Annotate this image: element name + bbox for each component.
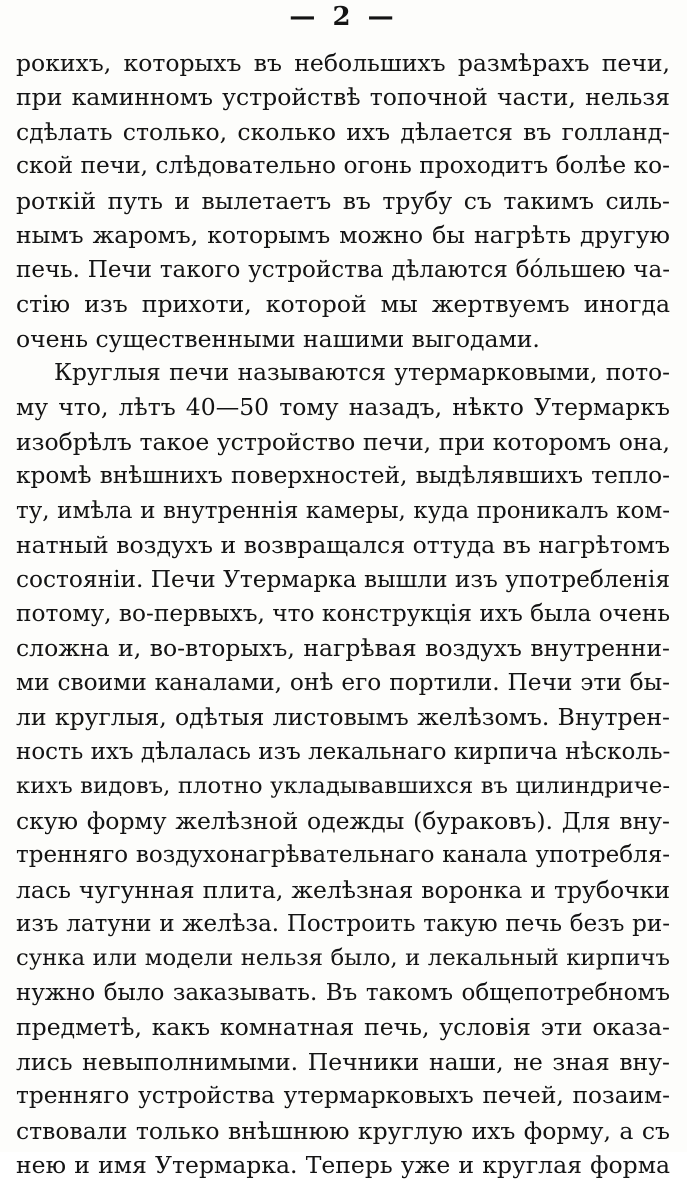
text-line: нымъ жаромъ, которымъ можно бы нагрѣть другую bbox=[16, 221, 670, 250]
text-line: изъ латуни и желѣза. Построить такую печь безъ ри- bbox=[16, 910, 670, 937]
text-line: ствовали только внѣшнюю круглую ихъ форму, а съ bbox=[16, 1116, 670, 1145]
text-line: ность ихъ дѣлалась изъ лекальнаго кирпича нѣсколь- bbox=[16, 738, 670, 765]
text-line: ли круглыя, одѣтыя листовымъ желѣзомъ. Внутрен- bbox=[16, 703, 670, 732]
page-number: — 2 — bbox=[289, 2, 398, 32]
text-line: сложна и, во-вторыхъ, нагрѣвая воздухъ внутренни- bbox=[16, 634, 670, 663]
text-line: му что, лѣтъ 40—50 тому назадъ, нѣкто Утермаркъ bbox=[16, 393, 670, 422]
text-line: ми своими каналами, онѣ его портили. Печи эти бы- bbox=[16, 668, 670, 696]
text-line: нею и имя Утермарка. Теперь уже и круглая форма bbox=[16, 1151, 670, 1179]
text-line: ской печи, слѣдовательно огонь проходитъ болѣе ко- bbox=[16, 152, 670, 180]
text-line: лась чугунная плита, желѣзная воронка и трубочки bbox=[16, 875, 670, 904]
text-line: тренняго устройства утермарковыхъ печей, позаим- bbox=[16, 1082, 670, 1110]
text-line: предметѣ, какъ комнатная печь, условія эти оказа- bbox=[16, 1013, 670, 1042]
text-line: при каминномъ устройствѣ топочной части, нельзя bbox=[16, 83, 670, 112]
text-line: печь. Печи такого устройства дѣлаются бóльшею ча- bbox=[16, 256, 670, 283]
text-line: изобрѣлъ такое устройство печи, при которомъ она, bbox=[16, 427, 670, 456]
text-line: рокихъ, которыхъ въ небольшихъ размѣрахъ печи, bbox=[16, 49, 670, 77]
text-line: стію изъ прихоти, которой мы жертвуемъ иногда bbox=[16, 290, 670, 319]
text-line: кромѣ внѣшнихъ поверхностей, выдѣлявшихъ тепло- bbox=[16, 462, 670, 490]
text-line: скую форму желѣзной одежды (бураковъ). Для вну- bbox=[16, 806, 670, 835]
text-line: очень существенными нашими выгодами. bbox=[16, 324, 540, 353]
text-line: тренняго воздухонагрѣвательнаго канала употребля- bbox=[16, 842, 670, 869]
text-line: нужно было заказывать. Въ такомъ общепотребномъ bbox=[16, 979, 670, 1006]
text-line: сунка или модели нельзя было, и лекальный кирпичъ bbox=[16, 945, 670, 972]
body-text bbox=[16, 46, 670, 1182]
text-line: ту, имѣла и внутреннія камеры, куда проникалъ ком- bbox=[16, 497, 670, 524]
text-line: потому, во-первыхъ, что конструкція ихъ была очень bbox=[16, 600, 670, 627]
text-line: натный воздухъ и возвращался оттуда въ нагрѣтомъ bbox=[16, 531, 670, 560]
text-line: роткій путь и вылетаетъ въ трубу съ такимъ силь- bbox=[16, 186, 670, 215]
text-line: сдѣлать столько, сколько ихъ дѣлается въ голланд- bbox=[16, 117, 670, 146]
text-line: лись невыполнимыми. Печники наши, не зная вну- bbox=[16, 1047, 670, 1076]
text-line: Круглыя печи называются утермарковыми, пото- bbox=[54, 358, 670, 386]
text-line: состояніи. Печи Утермарка вышли изъ употребленія bbox=[16, 565, 670, 593]
text-line: кихъ видовъ, плотно укладывавшихся въ цилиндриче- bbox=[16, 773, 670, 800]
